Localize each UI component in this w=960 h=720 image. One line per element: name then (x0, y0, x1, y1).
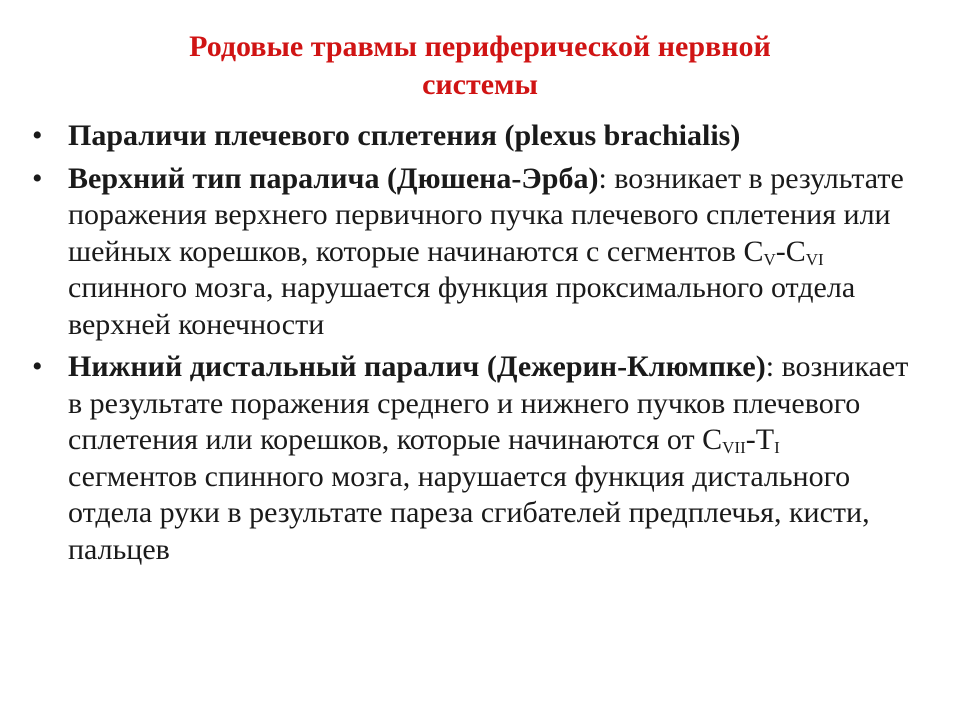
bullet-item-upper-paralysis (32, 161, 912, 344)
segment-dash: -C (775, 234, 806, 268)
bullet-text: : возникает в результате поражения верхнего первичного пучка плечевого сплетения или шейных корешков, которые начинаются с сегментов C (68, 161, 904, 268)
segment-subscript: I (774, 438, 780, 457)
bullet-text: сегментов спинного мозга, нарушается функция дистального отдела руки в результате пареза сгибателей предплечья, кисти, пальцев (68, 459, 870, 566)
bullet-heading: Верхний тип паралича (Дюшена-Эрба) (68, 161, 599, 195)
slide-title-line-1: Родовые травмы периферической нервной (189, 30, 771, 63)
bullet-dot-icon: • (32, 161, 43, 195)
segment-subscript: VII (722, 438, 746, 457)
bullet-item-plexus (32, 118, 912, 155)
bullet-list (32, 118, 912, 574)
bullet-item-lower-paralysis (32, 349, 912, 568)
segment-subscript: VI (805, 249, 824, 269)
bullet-heading: Нижний дистальный паралич (Дежерин-Клюмпке) (68, 350, 766, 383)
segment-subscript: V (763, 249, 776, 269)
slide-title-line-2: системы (422, 68, 538, 101)
bullet-heading: Параличи плечевого сплетения (plexus brachialis) (68, 119, 741, 152)
slide-title (120, 28, 840, 104)
bullet-text: спинного мозга, нарушается функция проксимального отдела верхней конечности (68, 271, 856, 341)
bullet-dot-icon: • (32, 350, 43, 383)
segment-dash: -T (745, 423, 775, 456)
bullet-dot-icon: • (32, 119, 43, 152)
bullet-text: : возникает в результате поражения среднего и нижнего пучков плечевого сплетения или корешков, которые начинаются от C (68, 350, 909, 456)
